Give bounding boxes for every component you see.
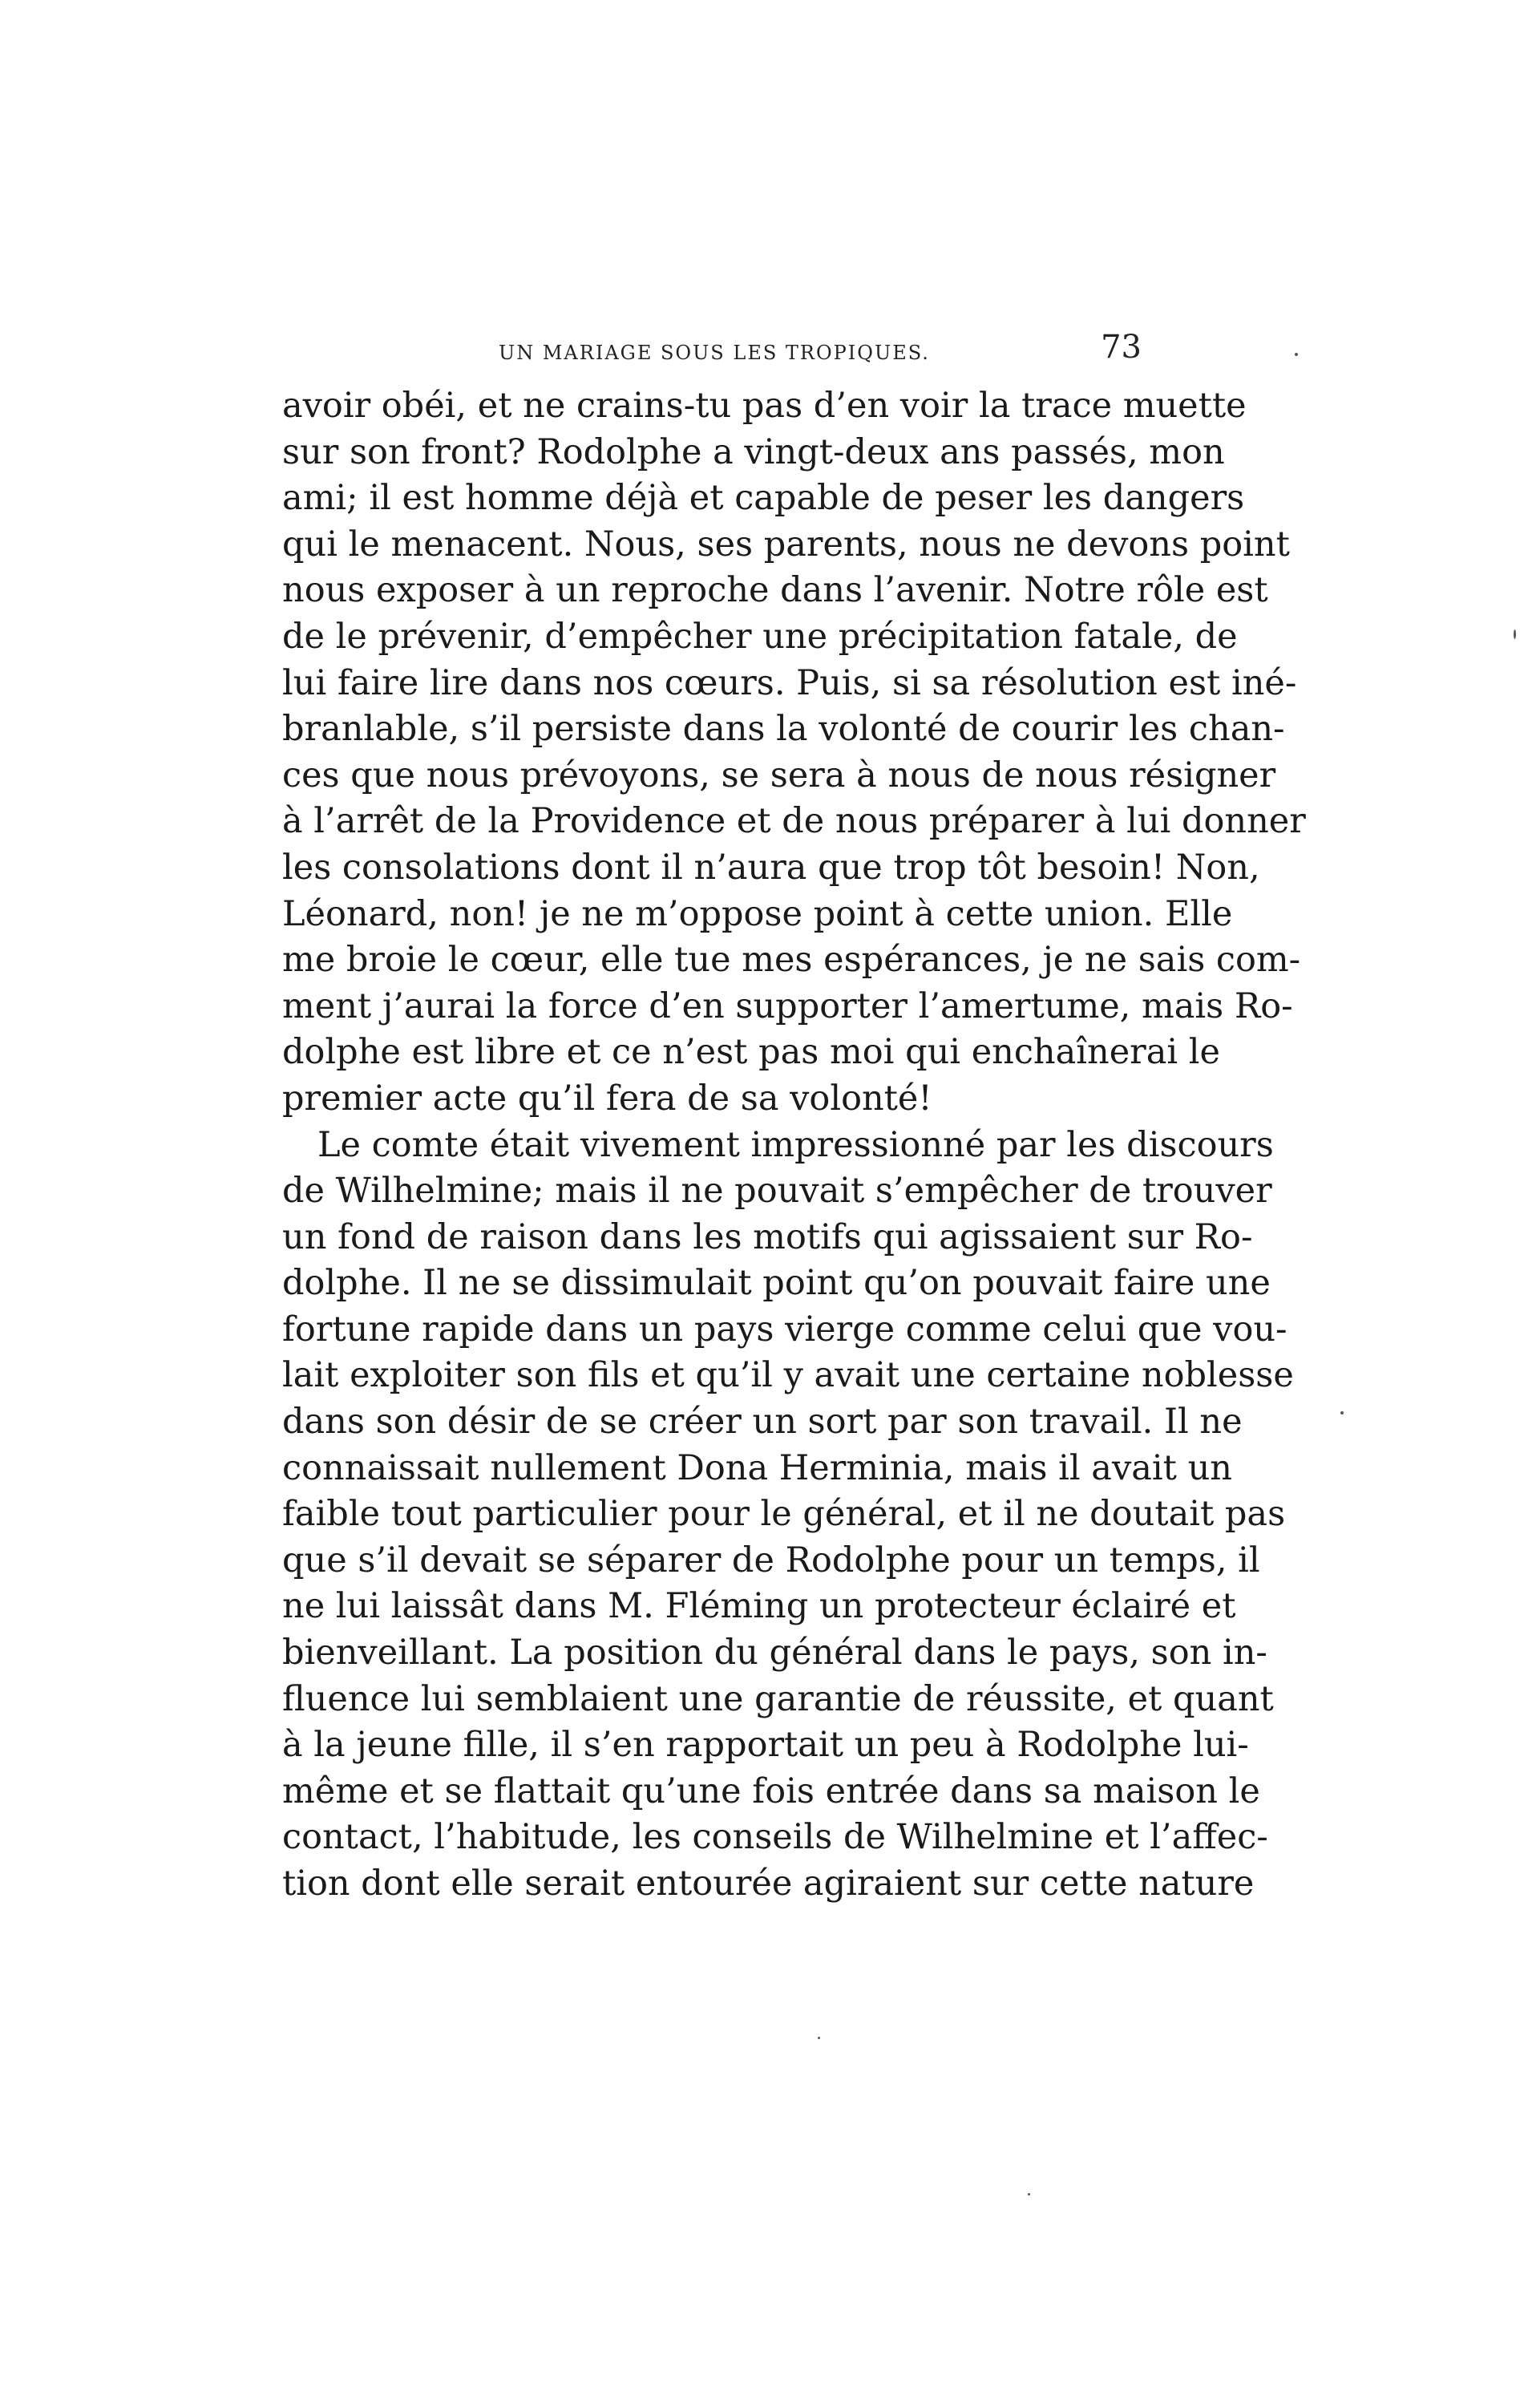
text-line: avoir obéi, et ne crains-tu pas d’en voir la trace muette: [282, 386, 1247, 426]
running-title: UN MARIAGE SOUS LES TROPIQUES.: [499, 342, 930, 364]
scan-speck: [1295, 353, 1298, 356]
text-line: dolphe est libre et ce n’est pas moi qui enchaînerai le: [282, 1032, 1220, 1073]
text-line: ces que nous prévoyons, se sera à nous de nous résigner: [282, 755, 1276, 795]
text-line: à l’arrêt de la Providence et de nous préparer à lui donner: [282, 801, 1306, 842]
text-line: faible tout particulier pour le général, et il ne doutait pas: [282, 1494, 1286, 1535]
text-line: un fond de raison dans les motifs qui agissaient sur Ro-: [282, 1216, 1253, 1257]
text-line: branlable, s’il persiste dans la volonté de courir les chan-: [282, 709, 1285, 750]
scan-speck: [1514, 629, 1516, 639]
text-line: nous exposer à un reproche dans l’avenir. Notre rôle est: [282, 570, 1268, 611]
text-line: me broie le cœur, elle tue mes espérances, je ne sais com-: [282, 940, 1301, 981]
text-line: ami; il est homme déjà et capable de peser les dangers: [282, 478, 1245, 519]
running-head: [282, 329, 1154, 377]
scan-speck: [1028, 2193, 1030, 2196]
text-line: à la jeune fille, il s’en rapportait un peu à Rodolphe lui-: [282, 1725, 1249, 1766]
text-line: sur son front? Rodolphe a vingt-deux ans passés, mon: [282, 431, 1225, 472]
scan-speck: [1340, 1411, 1344, 1414]
text-line: les consolations dont il n’aura que trop tôt besoin! Non,: [282, 847, 1260, 888]
text-line: Le comte était vivement impressionné par les discours: [317, 1124, 1274, 1165]
text-line: qui le menacent. Nous, ses parents, nous ne devons point: [282, 524, 1290, 565]
page-number: 73: [1101, 329, 1142, 366]
text-line: tion dont elle serait entourée agiraient sur cette nature: [282, 1864, 1255, 1904]
text-line: de Wilhelmine; mais il ne pouvait s’empêcher de trouver: [282, 1171, 1272, 1212]
scan-speck: [818, 2037, 820, 2039]
text-line: premier acte qu’il fera de sa volonté!: [282, 1078, 932, 1119]
text-line: fluence lui semblaient une garantie de réussite, et quant: [282, 1678, 1274, 1719]
text-line: de le prévenir, d’empêcher une précipitation fatale, de: [282, 616, 1238, 657]
text-line: connaissait nullement Dona Herminia, mais il avait un: [282, 1447, 1232, 1488]
text-line: ne lui laissât dans M. Fléming un protecteur éclairé et: [282, 1586, 1236, 1627]
text-line: dans son désir de se créer un sort par son travail. Il ne: [282, 1402, 1243, 1443]
text-line: Léonard, non! je ne m’oppose point à cette union. Elle: [282, 893, 1233, 934]
text-line: lait exploiter son fils et qu’il y avait une certaine noblesse: [282, 1355, 1294, 1396]
text-line: dolphe. Il ne se dissimulait point qu’on pouvait faire une: [282, 1263, 1271, 1304]
text-line: même et se flattait qu’une fois entrée dans sa maison le: [282, 1771, 1260, 1811]
text-line: fortune rapide dans un pays vierge comme celui que vou-: [282, 1309, 1287, 1350]
body-text: [282, 383, 1306, 1908]
text-line: bienveillant. La position du général dans le pays, son in-: [282, 1633, 1267, 1673]
text-line: contact, l’habitude, les conseils de Wilhelmine et l’affec-: [282, 1817, 1268, 1858]
text-line: lui faire lire dans nos cœurs. Puis, si sa résolution est iné-: [282, 662, 1297, 703]
text-line: que s’il devait se séparer de Rodolphe pour un temps, il: [282, 1540, 1260, 1580]
text-line: ment j’aurai la force d’en supporter l’amertume, mais Ro-: [282, 985, 1293, 1026]
